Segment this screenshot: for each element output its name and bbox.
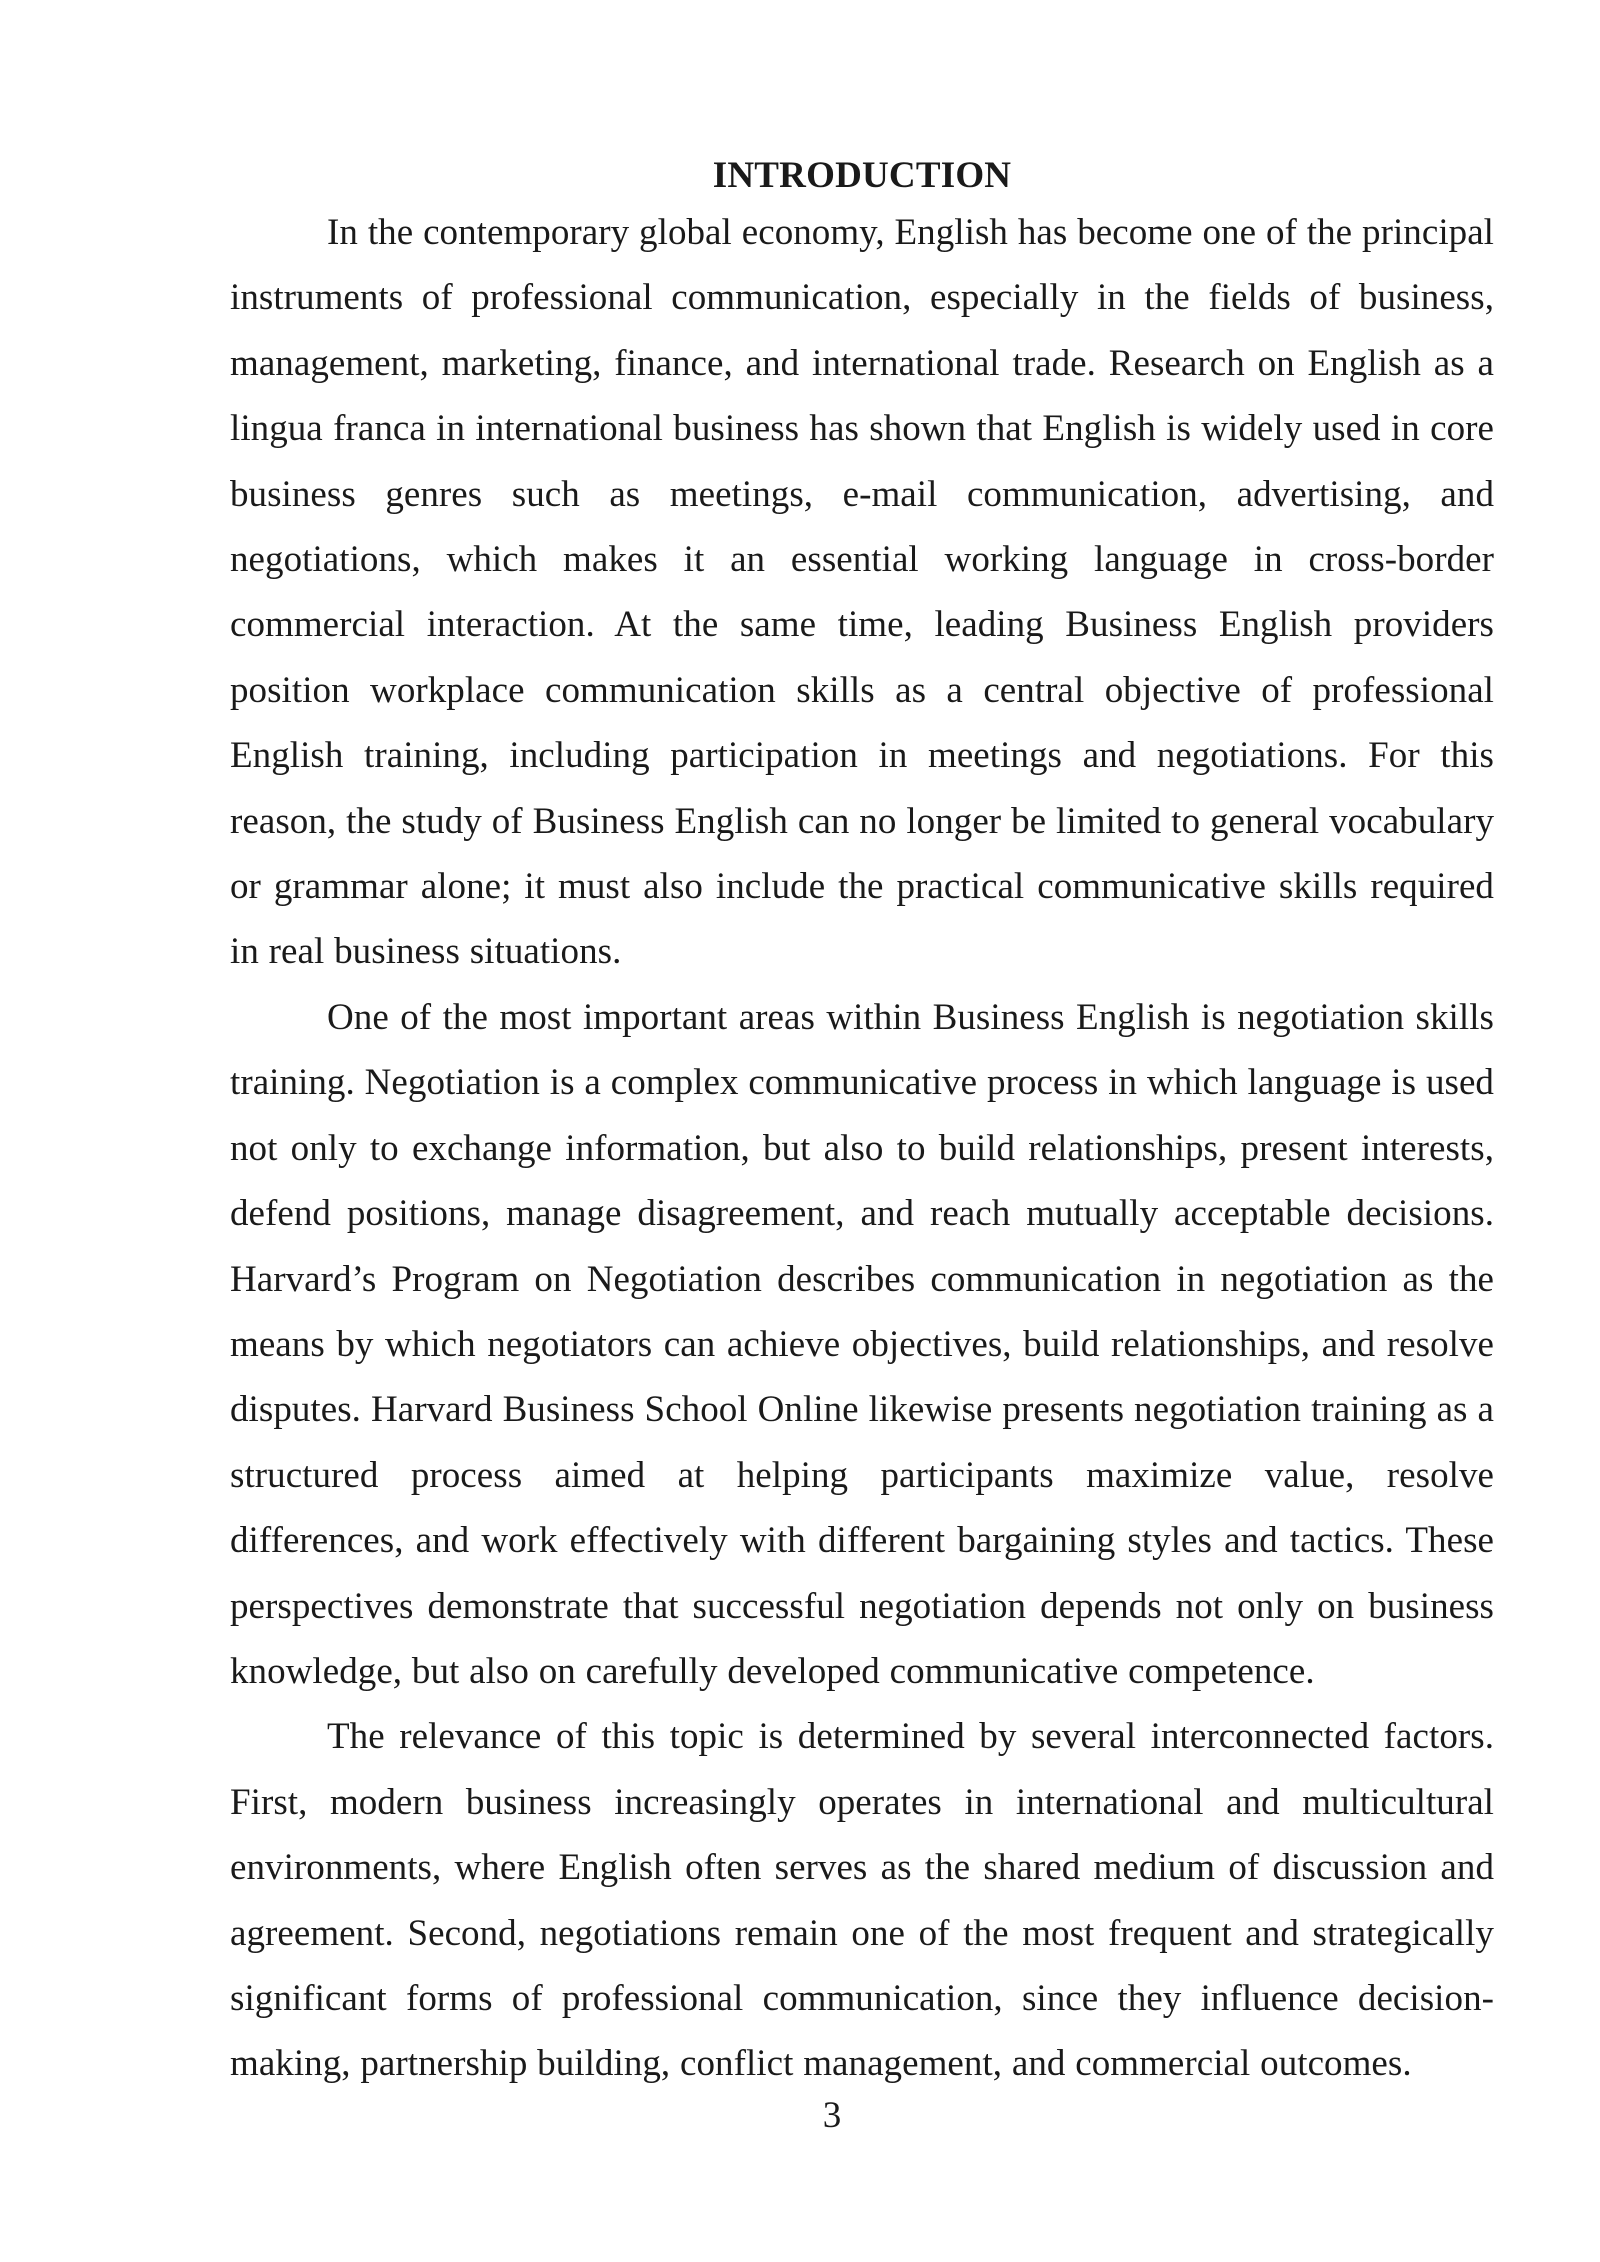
section-heading: INTRODUCTION bbox=[712, 155, 1012, 196]
paragraph-1: In the contemporary global economy, English has become one of the principal instruments of professional communication, especially in the fields of business, management, marketing, finance, and international trade. Research on English as a lingua franca in international business has shown that English is widely used in core business genres such as meetings, e-mail communication, advertising, and negotiations, which makes it an essential working language in cross-border commercial interaction. At the same time, leading Business English providers position workplace communication skills as a central objective of professional English training, including participation in meetings and negotiations. For this reason, the study of Business English can no longer be limited to general vocabulary or grammar alone; it must also include the practical communicative skills required in real business situations. bbox=[230, 212, 1494, 973]
paragraph-3: The relevance of this topic is determined by several interconnected factors. First, modern business increasingly operates in international and multicultural environments, where English often serves as the shared medium of discussion and agreement. Second, negotiations remain one of the most frequent and strategically significant forms of professional communication, since they influence decision-making, partnership building, conflict management, and commercial outcomes. bbox=[230, 1716, 1494, 2085]
page-number: 3 bbox=[822, 2095, 842, 2136]
paragraph-2: One of the most important areas within Business English is negotiation skills training. Negotiation is a complex communicative process in which language is used not only to exchange information, but also to build relationships, present interests, defend positions, manage disagreement, and reach mutually acceptable decisions. Harvard’s Program on Negotiation describes communication in negotiation as the means by which negotiators can achieve objectives, build relationships, and resolve disputes. Harvard Business School Online likewise presents negotiation training as a structured process aimed at helping participants maximize value, resolve differences, and work effectively with different bargaining styles and tactics. These perspectives demonstrate that successful negotiation depends not only on business knowledge, but also on carefully developed communicative competence. bbox=[230, 996, 1494, 1692]
page-content bbox=[230, 152, 1494, 2097]
